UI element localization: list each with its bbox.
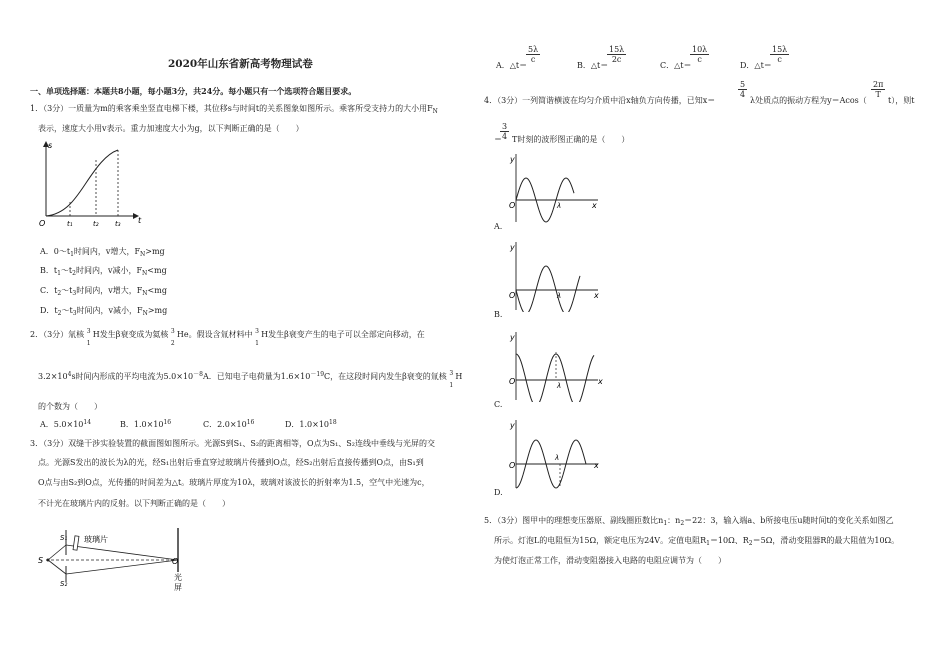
q3-double-slit-diagram xyxy=(36,524,196,594)
q4-option-b[interactable]: B. xyxy=(494,310,503,319)
q4-line2-eq: ＝ xyxy=(494,135,502,144)
q1-option-d[interactable]: D．$t_2\sim t_3$时间内，v减小，$F_N>mg$ xyxy=(40,306,168,317)
q3-option-d-fraction: $\frac{15\lambda}{c}$ xyxy=(772,45,788,64)
q3-option-a[interactable]: A．△t＝ xyxy=(496,61,528,70)
q5-line3: 为使灯泡正常工作，滑动变阻器接入电路的电阻应调节为（ ） xyxy=(494,556,726,565)
q4-graph-d xyxy=(494,416,604,490)
q4-graph-a xyxy=(494,150,604,224)
q4-fraction-3-4: $\frac{3}{4}$ xyxy=(502,122,508,141)
q3-label-o: O xyxy=(172,557,179,566)
q1-option-b[interactable]: B．$t_1\sim t_2$时间内，v减小，$F_N<mg$ xyxy=(40,266,167,277)
q3-label-glass: 玻璃片 xyxy=(84,535,108,544)
q4-d-x: x xyxy=(594,461,599,470)
q3-line2: 点。光源S发出的波长为λ的光，经S₁出射后垂直穿过玻璃片传播到O点，经S₂出射后直接传播到O点，由S₁到 xyxy=(38,458,424,467)
q4-wave-c xyxy=(516,354,594,402)
q2-option-d[interactable]: D．$1.0\times 10^{18}$ xyxy=(285,419,337,429)
q3-option-b-fraction: $\frac{15\lambda}{2c}$ xyxy=(609,45,625,64)
q3-option-c[interactable]: C．△t＝ xyxy=(660,61,692,70)
q4-a-x: x xyxy=(592,201,597,210)
q2-option-b[interactable]: B．$1.0\times 10^{16}$ xyxy=(120,419,172,429)
section-heading: 一、单项选择题：本题共8小题，每小题3分，共24分。每小题只有一个选项符合题目要求。 xyxy=(30,86,357,96)
q3-label-screen1: 光 xyxy=(174,573,182,582)
q3-line1: 3．（3分）双缝干涉实验装置的截面图如图所示。光源S到S₁、S₂的距离相等，O点为S₁、S₂连线中垂线与光屏的交 xyxy=(30,439,435,448)
q4-line1-part1: 4．（3分）一列简谐横波在均匀介质中沿x轴负方向传播，已知x＝ xyxy=(484,96,716,105)
q1-line1: 1．（3分）一质量为m的乘客乘坐竖直电梯下楼，其位移s与时间t的关系图象如图所示。乘客所受支持力的大小用$F_N$ xyxy=(30,104,438,115)
q1-displacement-graph xyxy=(30,138,150,232)
q1-t3: t₃ xyxy=(115,220,121,228)
q5-line2: 所示。灯泡L的电阻恒为15Ω，额定电压为24V。定值电阻$R_1=10\Omega$、$R_2=5\Omega$，滑动变阻器R的最大阻值为10Ω。 xyxy=(494,536,900,547)
q2-option-a[interactable]: A．$5.0\times 10^{14}$ xyxy=(40,419,92,429)
q4-fraction-5-4: $\frac{5}{4}$ xyxy=(740,80,746,99)
q1-line2: 表示，速度大小用v表示。重力加速度大小为g，以下判断正确的是（ ） xyxy=(38,124,304,133)
q3-option-d[interactable]: D．△t＝ xyxy=(740,61,772,70)
q4-a-lambda: λ xyxy=(557,202,562,210)
q4-c-o: O xyxy=(509,377,516,386)
q3-option-b[interactable]: B．△t＝ xyxy=(577,61,609,70)
q4-c-y: y xyxy=(510,333,515,342)
q1-axis-s: s xyxy=(48,141,53,150)
q2-line3: 的个数为（ ） xyxy=(38,402,102,411)
q1-t1: t₁ xyxy=(67,220,73,228)
q4-d-o: O xyxy=(509,461,516,470)
q4-graph-c xyxy=(494,328,604,402)
q5-line1: 5．（3分）图甲中的理想变压器原、副线圈匝数比$n_1$：$n_2=22$：3，输入端a、b所接电压u随时间t的变化关系如图乙 xyxy=(484,516,894,527)
q4-a-y: y xyxy=(510,155,515,164)
q4-a-o: O xyxy=(509,201,516,210)
q3-option-a-fraction: $\frac{5\lambda}{c}$ xyxy=(528,45,539,64)
q4-fraction-2pi-t: $\frac{2\pi}{T}$ xyxy=(873,80,884,99)
q3-label-s2: S₂ xyxy=(60,580,68,588)
q3-line4: 不计光在玻璃片内的反射。以下判断正确的是（ ） xyxy=(38,499,230,508)
q4-c-x: x xyxy=(598,377,603,386)
q1-option-c[interactable]: C．$t_2\sim t_3$时间内，v增大，$F_N<mg$ xyxy=(40,286,167,297)
q4-b-lambda: λ xyxy=(557,292,562,300)
q4-line2: T时刻的波形图正确的是（ ） xyxy=(512,135,630,144)
q4-graph-b xyxy=(494,238,604,312)
q2-line1: 2．（3分）氚核 3 1 H发生β衰变成为氦核 3 2 He。假设含氚材料中 3 1 H发生β衰变产生的电子可以全部定向移动，在 xyxy=(30,328,425,347)
q4-wave-b xyxy=(516,266,580,312)
q3-label-s: S xyxy=(38,556,44,565)
q3-label-s1: S₁ xyxy=(60,534,68,542)
q1-axis-t: t xyxy=(138,216,142,225)
q3-option-c-fraction: $\frac{10\lambda}{c}$ xyxy=(692,45,708,64)
q1-t2: t₂ xyxy=(93,220,99,228)
q4-d-lambda: λ xyxy=(555,454,560,462)
q2-line2: $3.2\times 10^4s$时间内形成的平均电流为$5.0\times 10^{-8}A$．已知电子电荷量为$1.6\times 10^{-19}C$，在这段时间内发生β衰变的氚核 3 1 H xyxy=(38,370,463,389)
q1-origin: O xyxy=(39,219,46,228)
q4-b-o: O xyxy=(509,291,516,300)
q4-option-a[interactable]: A. xyxy=(494,222,503,231)
q1-option-a[interactable]: A．$0\sim t_1$时间内，v增大，$F_N>mg$ xyxy=(40,247,165,258)
q4-d-y: y xyxy=(510,421,515,430)
q4-line1-part3: t），则t xyxy=(888,96,915,105)
q4-option-d[interactable]: D. xyxy=(494,488,503,497)
q3-line3: O点与由S₂到O点，光传播的时间差为△t。玻璃片厚度为10λ，玻璃对该波长的折射率为1.5，空气中光速为c， xyxy=(38,478,430,487)
q4-option-c[interactable]: C. xyxy=(494,400,503,409)
q4-line1-part2: λ处质点的振动方程为y＝Acos（ xyxy=(750,96,867,105)
q4-c-lambda: λ xyxy=(557,382,562,390)
q3-label-screen2: 屏 xyxy=(174,583,182,592)
q2-option-c[interactable]: C．$2.0\times 10^{16}$ xyxy=(203,419,255,429)
q4-b-y: y xyxy=(510,243,515,252)
paper-title: 2020年山东省新高考物理试卷 xyxy=(168,58,313,70)
q4-b-x: x xyxy=(594,291,599,300)
